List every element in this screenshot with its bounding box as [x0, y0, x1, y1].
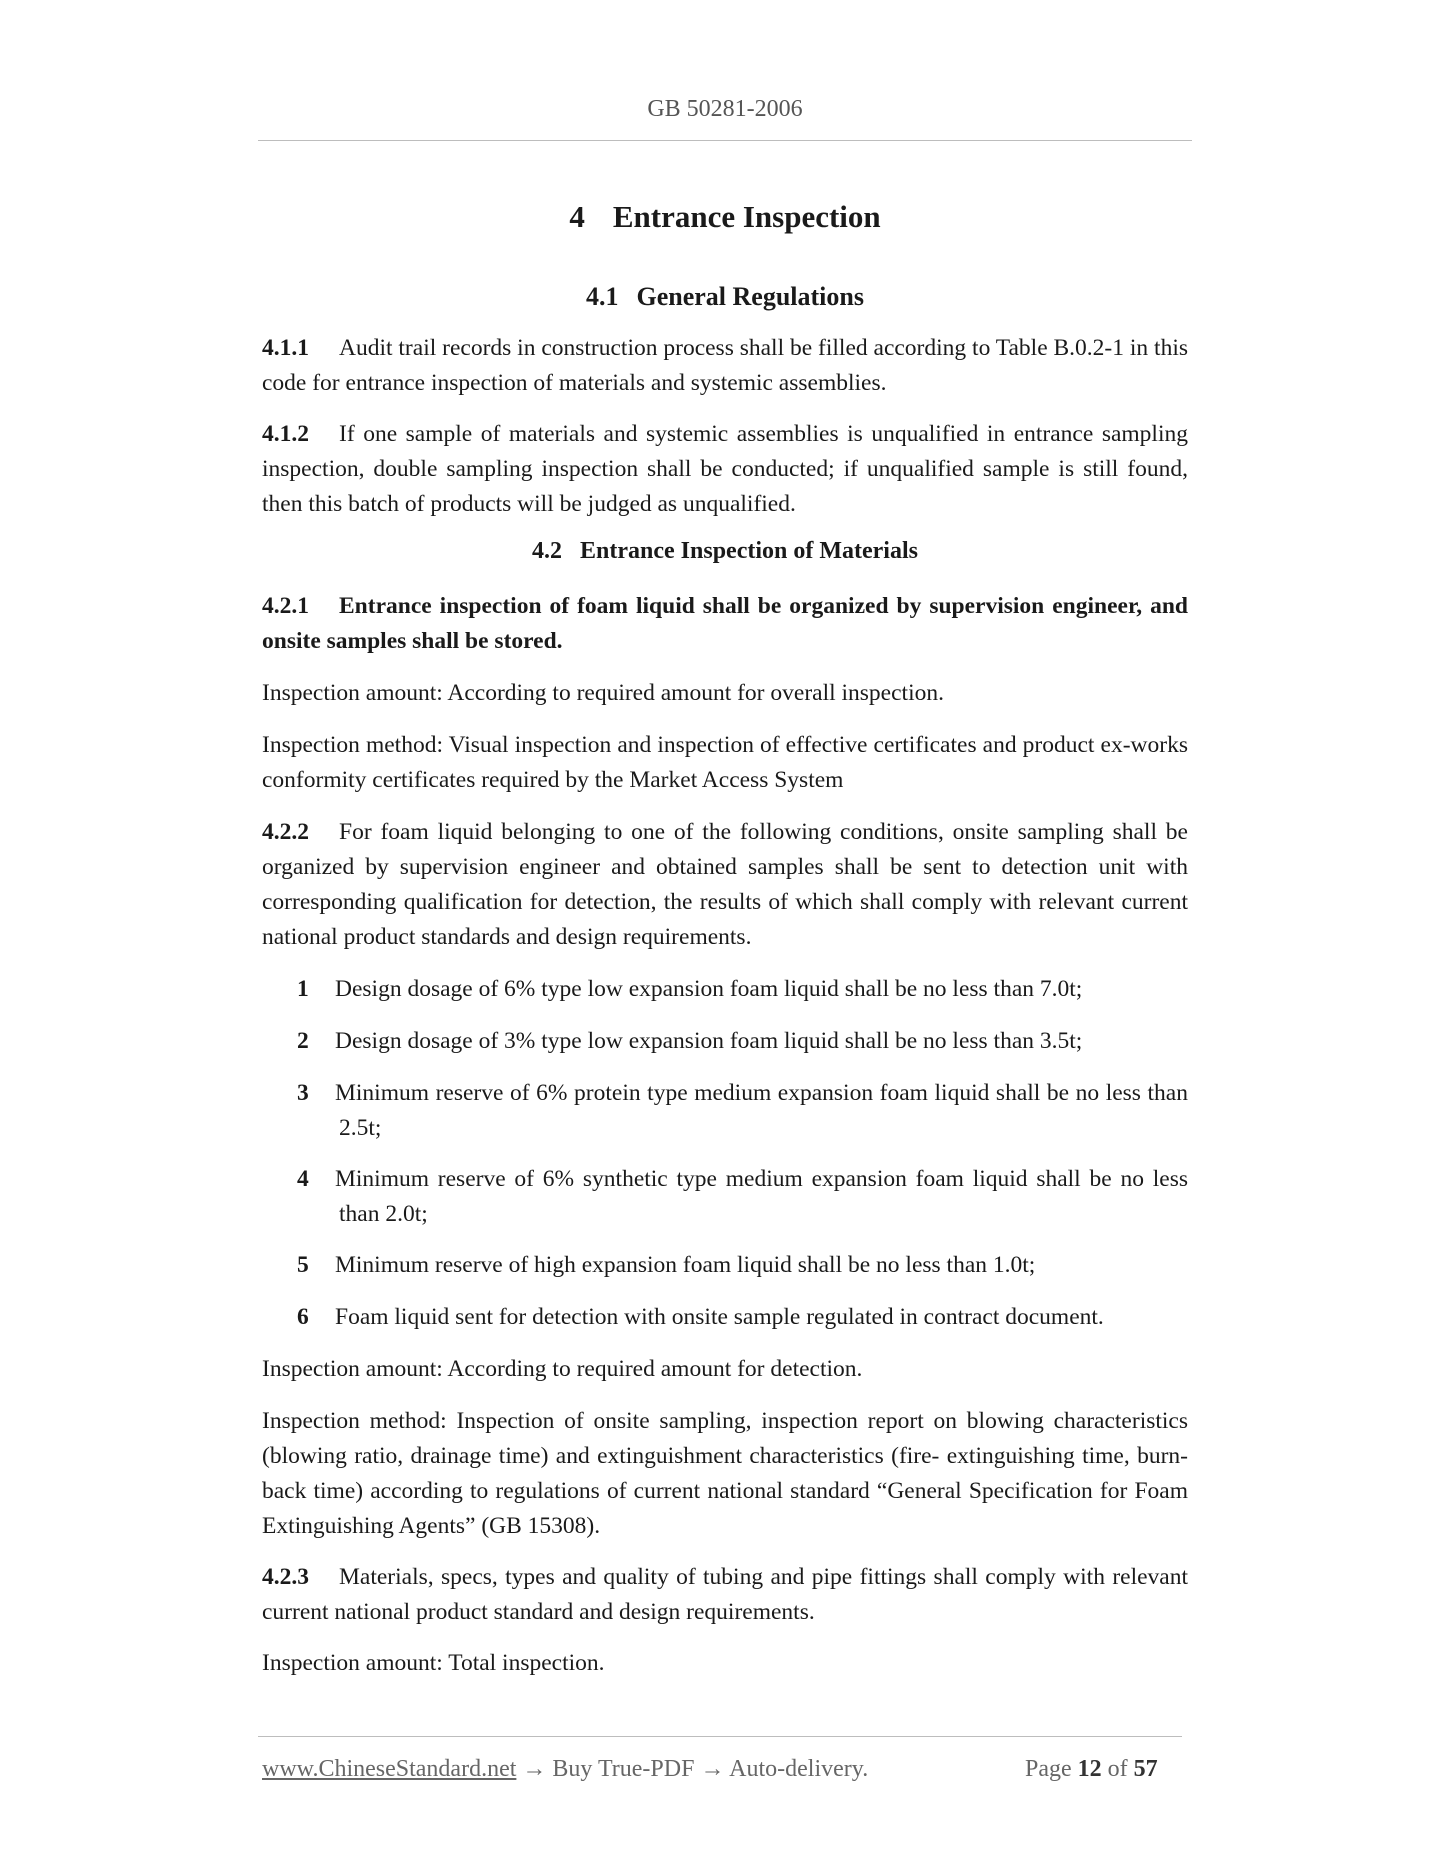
item-text: Minimum reserve of high expansion foam liquid shall be no less than 1.0t; [335, 1252, 1036, 1278]
item-number: 5 [297, 1252, 309, 1278]
total-pages: 57 [1133, 1756, 1158, 1782]
item-text: Design dosage of 3% type low expansion foam liquid shall be no less than 3.5t; [335, 1028, 1083, 1054]
inspection-amount: Inspection amount: According to required amount for detection. [262, 1356, 863, 1382]
item-number: 4 [297, 1166, 309, 1192]
item-number: 3 [297, 1080, 309, 1106]
list-item [297, 1300, 1188, 1335]
section-heading-4-1 [258, 282, 1192, 312]
arrow-right-icon: → [700, 1756, 725, 1782]
of-label: of [1107, 1756, 1128, 1782]
page-number: 12 [1077, 1756, 1102, 1782]
page-header [258, 96, 1192, 123]
inspection-method: Inspection method: Inspection of onsite sampling, inspection report on blowing characteristics (blowing ratio, drainage time) and extinguishment characteristics (fire- extinguishing time, burn-back time) according to regulations of current national standard “General Specification for Foam Extinguishing Agents” (GB 15308). [262, 1408, 1188, 1539]
clause-4-2-2 [262, 815, 1188, 955]
buy-pdf-text: Buy True-PDF [552, 1756, 695, 1782]
item-text: Design dosage of 6% type low expansion foam liquid shall be no less than 7.0t; [335, 976, 1083, 1002]
section-number: 4.2 [532, 538, 563, 564]
item-text: Foam liquid sent for detection with onsite sample regulated in contract document. [335, 1304, 1104, 1330]
item-number: 2 [297, 1028, 309, 1054]
inspection-amount: Inspection amount: According to required amount for overall inspection. [262, 680, 944, 706]
item-text: Minimum reserve of 6% protein type medium expansion foam liquid shall be no less than 2.5t; [335, 1080, 1188, 1141]
inspection-amount: Inspection amount: Total inspection. [262, 1650, 605, 1676]
chapter-heading [258, 199, 1192, 235]
section-number: 4.1 [586, 282, 619, 311]
clause-4-2-3 [262, 1560, 1188, 1630]
list-item [297, 1248, 1188, 1283]
section-title: Entrance Inspection of Materials [580, 538, 918, 564]
chapter-title: Entrance Inspection [612, 199, 881, 234]
clause-text: Entrance inspection of foam liquid shall be organized by supervision engineer, and onsite samples shall be stored. [262, 593, 1188, 654]
document-id: GB 50281-2006 [647, 96, 803, 122]
clause-text: Audit trail records in construction process shall be filled according to Table B.0.2-1 in this code for entrance inspection of materials and systemic assemblies. [262, 335, 1188, 396]
inspection-method: Inspection method: Visual inspection and inspection of effective certificates and product ex-works conformity certificates required by the Market Access System [262, 732, 1188, 793]
clause-number: 4.1.1 [262, 335, 309, 361]
website-link[interactable]: www.ChineseStandard.net [262, 1756, 517, 1782]
list-item [297, 1076, 1188, 1146]
clause-text: Materials, specs, types and quality of tubing and pipe fittings shall comply with relevant current national product standard and design requirements. [262, 1564, 1188, 1625]
clause-number: 4.2.2 [262, 819, 309, 845]
clause-4-1-2 [262, 417, 1188, 522]
item-number: 6 [297, 1304, 309, 1330]
item-number: 1 [297, 976, 309, 1002]
item-text: Minimum reserve of 6% synthetic type medium expansion foam liquid shall be no less than 2.0t; [335, 1166, 1188, 1227]
list-item [297, 1024, 1188, 1059]
footer-promo [262, 1756, 868, 1783]
list-item [297, 1162, 1188, 1232]
section-heading-4-2 [258, 538, 1192, 565]
clause-number: 4.2.1 [262, 593, 309, 619]
list-item [297, 972, 1188, 1007]
clause-text: If one sample of materials and systemic assemblies is unqualified in entrance sampling inspection, double sampling inspection shall be conducted; if unqualified sample is still found, then this batch of products will be judged as unqualified. [262, 421, 1188, 517]
clause-number: 4.1.2 [262, 421, 309, 447]
arrow-right-icon: → [522, 1756, 547, 1782]
clause-number: 4.2.3 [262, 1564, 309, 1590]
chapter-number: 4 [569, 199, 585, 234]
footer-divider [258, 1736, 1182, 1737]
clause-text: For foam liquid belonging to one of the following conditions, onsite sampling shall be organized by supervision engineer and obtained samples shall be sent to detection unit with corresponding qualification for detection, the results of which shall comply with relevant current national product standards and design requirements. [262, 819, 1188, 950]
page-counter [1025, 1756, 1158, 1783]
header-divider [258, 140, 1192, 141]
section-title: General Regulations [636, 282, 864, 311]
clause-4-2-1 [262, 589, 1188, 659]
clause-4-1-1 [262, 331, 1188, 401]
page-label: Page [1025, 1756, 1072, 1782]
delivery-text: Auto-delivery. [729, 1756, 869, 1782]
